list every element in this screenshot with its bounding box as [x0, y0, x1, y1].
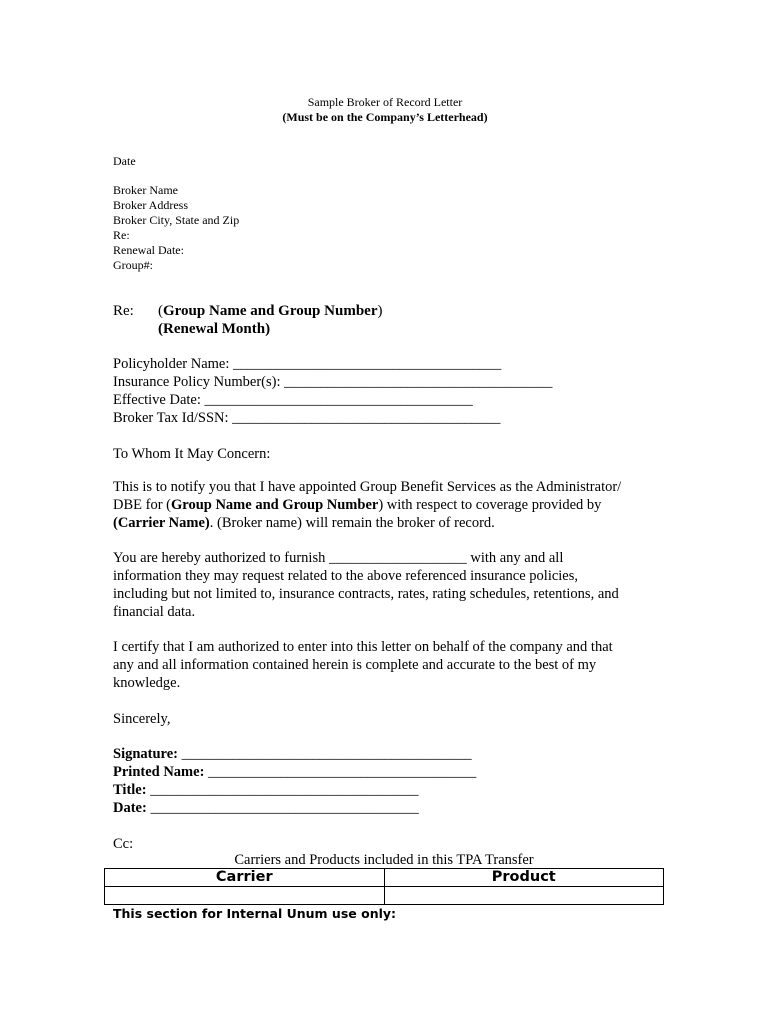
product-column-header: Product [384, 869, 664, 887]
paragraph-line: This is to notify you that I have appointed Group Benefit Services as the Administrator/ [113, 479, 622, 495]
letter-subtitle: (Must be on the Company’s Letterhead) [282, 110, 488, 124]
closing: Sincerely, [113, 711, 171, 727]
re-open-paren: ( [158, 303, 163, 319]
text-run: DBE for ( [113, 497, 171, 513]
address-line: Broker Address [113, 198, 188, 212]
group-name-bold: Group Name and Group Number [171, 497, 379, 513]
date-sign-label: Date: [113, 800, 147, 816]
paragraph-line: information they may request related to the above referenced insurance policies, [113, 568, 579, 584]
paragraph-line: any and all information contained herein is complete and accurate to the best of my [113, 657, 597, 673]
field-effective-date: Effective Date: _____________________________________ [113, 392, 473, 408]
paragraph-line: You are hereby authorized to furnish ___________________ with any and all [113, 550, 564, 566]
date-label: Date [113, 154, 136, 168]
title-line [113, 781, 418, 799]
re-renewal: (Renewal Month) [158, 321, 271, 337]
letter-title: Sample Broker of Record Letter [307, 95, 463, 109]
carrier-cell[interactable] [105, 887, 385, 905]
carrier-column-header: Carrier [105, 869, 385, 887]
internal-use-note: This section for Internal Unum use only: [113, 906, 397, 921]
field-policyholder: Policyholder Name: _____________________________________ [113, 356, 502, 372]
paragraph-line: including but not limited to, insurance contracts, rates, rating schedules, retentions, and [113, 586, 619, 602]
date-line [113, 799, 419, 817]
title-blank: _____________________________________ [146, 782, 419, 798]
paragraph-line [113, 514, 653, 532]
cc-label: Cc: [113, 836, 134, 852]
re-label: Re: [113, 303, 134, 319]
text-run: . (Broker name) will remain the broker of record. [209, 515, 495, 531]
field-broker-tax-id: Broker Tax Id/SSN: _____________________________________ [113, 410, 501, 426]
paragraph-line: financial data. [113, 604, 196, 620]
date-blank: _____________________________________ [146, 800, 419, 816]
printed-name-blank: _____________________________________ [204, 764, 477, 780]
address-line: Group#: [113, 258, 153, 272]
re-group [158, 302, 382, 320]
paragraph-appointment [113, 478, 653, 532]
paragraph-certification [113, 638, 653, 692]
address-line: Broker Name [113, 183, 178, 197]
paragraph-authorization [113, 549, 653, 621]
signature-line [113, 745, 472, 763]
table-row [105, 887, 664, 905]
printed-name-line [113, 763, 476, 781]
field-policy-number: Insurance Policy Number(s): _____________________________________ [113, 374, 553, 390]
carrier-name-bold: (Carrier Name) [113, 515, 210, 531]
printed-name-label: Printed Name: [113, 764, 205, 780]
address-line: Re: [113, 228, 130, 242]
paragraph-line: I certify that I am authorized to enter into this letter on behalf of the company and that [113, 639, 613, 655]
paragraph-line: knowledge. [113, 675, 181, 691]
address-line: Broker City, State and Zip [113, 213, 240, 227]
table-caption: Carriers and Products included in this TPA Transfer [234, 852, 534, 868]
product-cell[interactable] [384, 887, 664, 905]
signature-blank: ________________________________________ [178, 746, 472, 762]
re-group-name: Group Name and Group Number [163, 303, 378, 319]
title-label: Title: [113, 782, 147, 798]
paragraph-line [113, 496, 653, 514]
address-line: Renewal Date: [113, 243, 184, 257]
salutation: To Whom It May Concern: [113, 446, 271, 462]
text-run: ) with respect to coverage provided by [378, 497, 602, 513]
table-header-row [105, 869, 664, 887]
carriers-table [104, 868, 664, 905]
re-close-paren: ) [377, 303, 383, 319]
signature-label: Signature: [113, 746, 178, 762]
